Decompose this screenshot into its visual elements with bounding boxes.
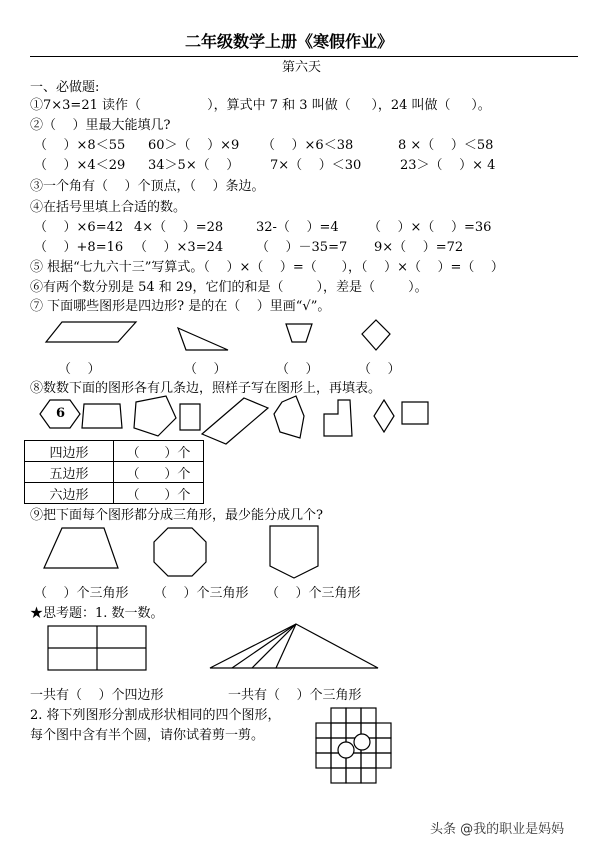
table-row [25, 483, 204, 504]
q4-item: （ ）－35=7 [256, 240, 348, 255]
table-cell: 五边形 [25, 462, 114, 483]
q2-item: （ ）×4＜29 [34, 158, 126, 173]
think-q2-line2: 每个图中含有半个圆，请你试着剪一剪。 [30, 728, 265, 743]
trapezoid-shape [286, 324, 312, 342]
watermark: 头条 @我的职业是妈妈 [430, 822, 565, 837]
q9-answer: （ ）个三角形 [266, 586, 361, 601]
question-1: ①7×3=21 读作（ ），算式中 7 和 3 叫做（ ），24 叫做（ ）。 [30, 98, 491, 113]
table-cell[interactable]: （ ）个 [114, 483, 204, 504]
title-divider [30, 56, 578, 57]
question-8: ⑧数数下面的图形各有几条边，照样子写在图形上，再填表。 [30, 381, 382, 396]
hexagon-example-label: 6 [56, 406, 66, 421]
q2-item: 8 ×（ ）＜58 [398, 138, 494, 153]
q4-item: （ ）×6=42 [34, 220, 124, 235]
cut-grid-shape [316, 708, 406, 788]
q2-item: 34＞5×（ ） [148, 158, 240, 173]
q9-answer: （ ）个三角形 [34, 586, 129, 601]
q7-blank[interactable]: （ ） [58, 362, 101, 377]
page-title: 二年级数学上册《寒假作业》 [185, 32, 394, 51]
q7-blank[interactable]: （ ） [276, 362, 319, 377]
table-cell[interactable]: （ ）个 [114, 441, 204, 462]
q7-blank[interactable]: （ ） [358, 362, 401, 377]
table-cell: 四边形 [25, 441, 114, 462]
think-shapes [0, 624, 600, 674]
parallelogram-shape [46, 322, 136, 342]
q4-item: （ ）+8=16 [34, 240, 124, 255]
q4-item: （ ）×（ ）=36 [368, 220, 492, 235]
diamond-shape [362, 320, 390, 350]
section-heading: 一、必做题: [30, 80, 100, 95]
think-heading: ★思考题：1. 数一数。 [30, 606, 164, 621]
count-quads: 一共有（ ）个四边形 [30, 688, 164, 703]
q4-item: （ ）×3=24 [134, 240, 224, 255]
q4-item: 9×（ ）=72 [374, 240, 464, 255]
long-parallelogram-shape [202, 398, 268, 444]
question-7: ⑦ 下面哪些图形是四边形? 是的在（ ）里画“√”。 [30, 299, 331, 314]
q4-item: 32-（ ）=4 [256, 220, 339, 235]
table-cell: 六边形 [25, 483, 114, 504]
l-shape [324, 400, 352, 436]
question-3: ③一个角有（ ）个顶点，（ ）条边。 [30, 179, 265, 194]
q2-item: 60＞（ ）×9 [148, 138, 240, 153]
q2-item: （ ）×8＜55 [34, 138, 126, 153]
octagon-shape [154, 528, 206, 576]
count-tris: 一共有（ ）个三角形 [228, 688, 362, 703]
q2-item: 7×（ ）＜30 [270, 158, 362, 173]
pentagon-shape [134, 396, 176, 436]
think-q2-line1: 2. 将下列图形分割成形状相同的四个图形， [30, 708, 281, 723]
question-2: ②（ ）里最大能填几? [30, 118, 171, 133]
small-rect-shape [180, 404, 200, 430]
hexagon-shape-2 [274, 396, 304, 438]
question-6: ⑥有两个数分别是 54 和 29，它们的和是（ ），差是（ ）。 [30, 280, 428, 295]
q7-blank[interactable]: （ ） [184, 362, 227, 377]
table-row [25, 462, 204, 483]
pentagon-house-shape [270, 526, 318, 578]
q8-table [24, 440, 204, 504]
q2-item: 23＞（ ）× 4 [400, 158, 496, 173]
q9-shapes [0, 524, 600, 584]
circle-shape [354, 734, 370, 750]
q4-item: 4×（ ）=28 [134, 220, 224, 235]
table-cell[interactable]: （ ）个 [114, 462, 204, 483]
question-5: ⑤ 根据“七九六十三”写算式。（ ）×（ ）=（ ），（ ）×（ ）=（ ） [30, 260, 504, 275]
q9-answer: （ ）个三角形 [154, 586, 249, 601]
question-4: ④在括号里填上合适的数。 [30, 200, 187, 215]
question-9: ⑨把下面每个图形都分成三角形，最少能分成几个? [30, 508, 323, 523]
table-row [25, 441, 204, 462]
square-shape [402, 402, 428, 424]
triangle-shape [178, 328, 228, 350]
q8-shapes [0, 394, 600, 444]
day-label: 第六天 [282, 60, 322, 75]
trapezoid-shape [44, 528, 118, 568]
circle-shape [338, 742, 354, 758]
rhombus-shape [374, 400, 394, 432]
quad-shape-1 [82, 404, 122, 428]
q2-item: （ ）×6＜38 [262, 138, 354, 153]
triangle-fan-shape [210, 624, 378, 668]
